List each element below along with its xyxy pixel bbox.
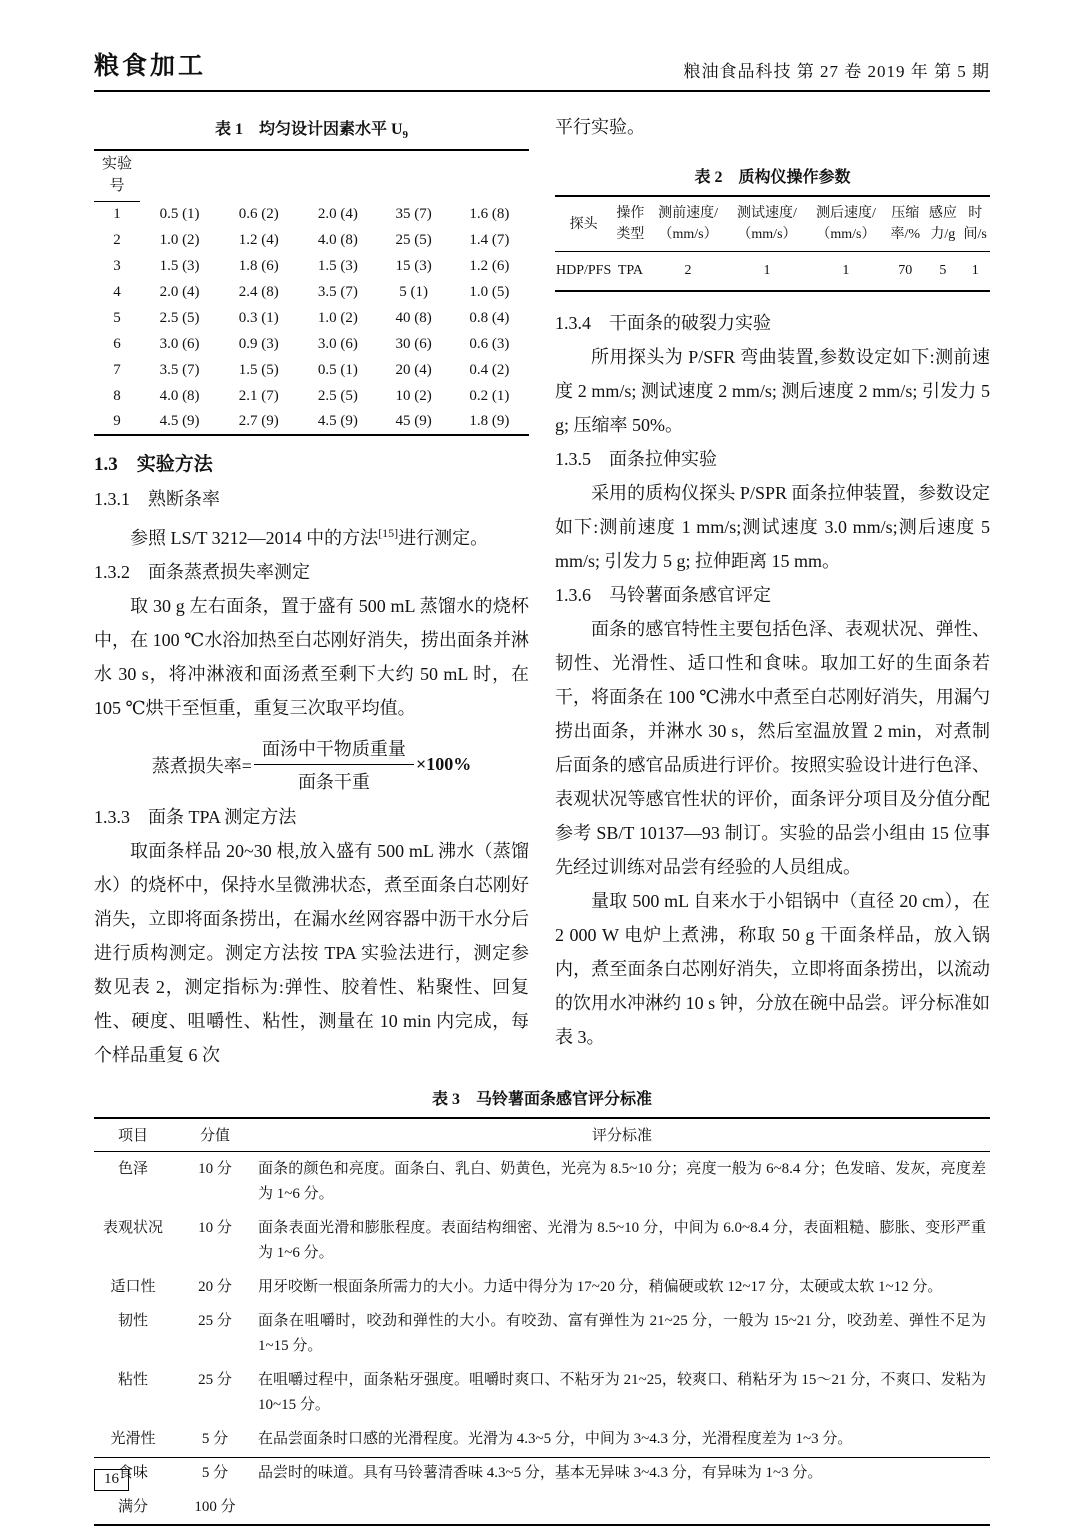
paragraph-continuation: 平行实验。: [555, 117, 645, 137]
table1-cell-x4: 20 (4): [395, 361, 432, 378]
table1-cell-x4: 10 (2): [395, 387, 432, 404]
table1-cell-x1: 0.5 (1): [159, 205, 200, 222]
table3-row: [94, 1363, 990, 1422]
table3-header-score: 分值: [172, 1118, 258, 1152]
table2-header-cell: 测试速度/（mm/s）: [728, 196, 807, 252]
table1-cell-no: 5: [113, 309, 121, 326]
table1-row: [94, 305, 529, 331]
table1-cell-no: 6: [113, 335, 121, 352]
table1-row: [94, 383, 529, 409]
table1-cell-x2: 1.2 (4): [238, 231, 279, 248]
table3-cell-desc: 用牙咬断一根面条所需力的大小。力适中得分为 17~20 分，稍偏硬或软 12~17 分，太硬或太软 1~12 分。: [258, 1279, 943, 1296]
table1-cell-no: 3: [113, 257, 121, 274]
table1-cell-x4: 35 (7): [395, 205, 432, 222]
heading-1-3-4: 1.3.4 干面条的破裂力实验: [555, 313, 771, 334]
table1-cell-x5: 1.4 (7): [469, 231, 510, 248]
heading-1-3-3: 1.3.3 面条 TPA 测定方法: [94, 807, 297, 828]
table2-data-cell: 2: [684, 263, 692, 278]
table2-data-cell: 1: [971, 263, 979, 278]
table3-cell-score: 5 分: [201, 1465, 229, 1482]
table1-cell-x5: 1.8 (9): [469, 413, 510, 430]
table1-cell-no: 7: [113, 361, 121, 378]
table2-data-cell: 1: [842, 263, 850, 278]
table3-cell-desc: 在品尝面条时口感的光滑程度。光滑为 4.3~5 分，中间为 3~4.3 分，光滑程度差为 1~3 分。: [258, 1431, 853, 1448]
table3-row: [94, 1211, 990, 1270]
footer-rule: [94, 1457, 990, 1458]
table2-data-cell: 1: [763, 263, 771, 278]
journal-info: 粮油食品科技 第 27 卷 2019 年 第 5 期: [683, 62, 990, 81]
table1-row: [94, 201, 529, 227]
table3-cell-score: 5 分: [201, 1431, 229, 1448]
table1-row: [94, 279, 529, 305]
table1-cell-x3: 0.5 (1): [317, 361, 358, 378]
table2-header-cell: 探头: [555, 196, 612, 252]
table3-cell-score: 100 分: [194, 1499, 236, 1516]
table1-cell-x2: 1.5 (5): [238, 361, 279, 378]
table1-cell-x5: 0.6 (3): [469, 335, 510, 352]
table3-cell-desc: 在咀嚼过程中，面条粘牙强度。咀嚼时爽口、不粘牙为 21~25，较爽口、稍粘牙为 15～21 分，不爽口、发粘为 10~15 分。: [258, 1372, 986, 1414]
table1-cell-no: 1: [113, 205, 121, 222]
table1-cell-x3: 3.5 (7): [317, 283, 358, 300]
table2-header-cell: 测后速度/（mm/s）: [806, 196, 885, 252]
table3-cell-item: 满分: [117, 1499, 148, 1516]
heading-1-3-5: 1.3.5 面条拉伸实验: [555, 449, 717, 470]
table3-cell-desc: 面条的颜色和亮度。面条白、乳白、奶黄色，光亮为 8.5~10 分；亮度一般为 6~8.4 分；色发暗、发灰，亮度差为 1~6 分。: [258, 1161, 986, 1203]
paragraph-1-3-2: 取 30 g 左右面条，置于盛有 500 mL 蒸馏水的烧杯中，在 100 ℃水浴加热至白芯刚好消失，捞出面条并淋水 30 s，将冲淋液和面汤煮至剩下大约 50 mL 时，在 105 ℃烘干至恒重，重复三次取平均值。: [94, 596, 529, 719]
right-column: [555, 110, 990, 1072]
table1-cell-x5: 1.0 (5): [469, 283, 510, 300]
table1-row: [94, 409, 529, 435]
table1-cell-x2: 2.7 (9): [238, 413, 279, 430]
table2-body: [555, 252, 990, 292]
table1-cell-no: 8: [113, 387, 121, 404]
table3-row: [94, 1270, 990, 1304]
formula-suffix: ×100%: [415, 754, 472, 775]
table2-data-cell: 70: [898, 263, 913, 278]
table2-texture-params: [555, 195, 990, 292]
table3-row: [94, 1422, 990, 1456]
table1-cell-no: 9: [113, 413, 121, 430]
table3-cell-score: 25 分: [198, 1313, 232, 1330]
table1-title: 表 1 均匀设计因素水平 $U_9$: [214, 121, 409, 142]
table1-row: [94, 331, 529, 357]
table3-cell-desc: 品尝时的味道。具有马铃薯清香味 4.3~5 分，基本无异味 3~4.3 分，有异味为 1~3 分。: [258, 1465, 823, 1482]
table1-cell-x4: 40 (8): [395, 309, 432, 326]
table2-header-cell: 操作类型: [612, 196, 648, 252]
table1-cell-x5: 0.8 (4): [469, 309, 510, 326]
table3-cell-score: 10 分: [198, 1161, 232, 1178]
table2-data-cell: TPA: [617, 263, 644, 278]
heading-1-3-2: 1.3.2 面条蒸煮损失率测定: [94, 562, 310, 583]
table3-header-item: 项目: [94, 1118, 172, 1152]
paragraph-1-3-1: 参照 LS/T 3212—2014 中的方法[15]进行测定。: [130, 526, 489, 549]
table1-cell-x3: 1.0 (2): [317, 309, 358, 326]
table3-cell-item: 光滑性: [110, 1431, 156, 1448]
table1-cell-x3: 3.0 (6): [317, 335, 358, 352]
table3-cell-desc: 面条表面光滑和膨胀程度。表面结构细密、光滑为 8.5~10 分，中间为 6.0~8.4 分，表面粗糙、膨胀、变形严重为 1~6 分。: [258, 1220, 986, 1262]
table1-cell-x5: 1.6 (8): [469, 205, 510, 222]
table1-cell-x1: 1.0 (2): [159, 231, 200, 248]
cooking-loss-formula: [94, 735, 529, 794]
page-footer: [0, 1457, 1084, 1535]
table1-rowhead: 实验 号: [94, 150, 140, 201]
table1-cell-x4: 45 (9): [395, 413, 432, 430]
table1-head: [94, 150, 529, 201]
table1-cell-x1: 3.0 (6): [159, 335, 200, 352]
formula-denominator: 面条干重: [297, 772, 370, 793]
table1-row: [94, 253, 529, 279]
heading-1-3: 1.3 实验方法: [94, 454, 213, 476]
paragraph-1-3-3: 取面条样品 20~30 根,放入盛有 500 mL 沸水（蒸馏水）的烧杯中，保持水呈微沸状态，煮至面条白芯刚好消失，立即将面条捞出，在漏水丝网容器中沥干水分后进行质构测定。测定方法按 TPA 实验法进行，测定参数见表 2，测定指标为:弹性、胶着性、粘聚性、回复性、硬度、咀嚼性、粘性，测量在 10 min 内完成，每个样品重复 6 次: [94, 841, 529, 1066]
table3-cell-item: 粘性: [117, 1372, 148, 1389]
table3-header-row: [94, 1118, 990, 1152]
table1-header-row-names: [94, 150, 529, 201]
table1-cell-x3: 4.0 (8): [317, 231, 358, 248]
table1-cell-no: 2: [113, 231, 121, 248]
table3-cell-item: 色泽: [117, 1161, 148, 1178]
heading-1-3-1: 1.3.1 熟断条率: [94, 489, 220, 510]
table1-cell-x1: 2.0 (4): [159, 283, 200, 300]
table3-cell-item: 适口性: [110, 1279, 156, 1296]
table1-cell-x3: 2.5 (5): [317, 387, 358, 404]
table1-cell-x2: 0.3 (1): [238, 309, 279, 326]
table1-cell-x2: 2.4 (8): [238, 283, 279, 300]
table3-row: [94, 1152, 990, 1212]
table1-cell-x1: 4.0 (8): [159, 387, 200, 404]
table2-data-cell: HDP/PFS: [556, 263, 612, 278]
table1-cell-x1: 1.5 (3): [159, 257, 200, 274]
table2-header-cell: 压缩率/%: [885, 196, 925, 252]
paragraph-1-3-4: 所用探头为 P/SFR 弯曲装置,参数设定如下:测前速度 2 mm/s; 测试速度 2 mm/s; 测后速度 2 mm/s; 引发力 5 g; 压缩率 50%。: [555, 347, 990, 436]
paragraph-1-3-6a: 面条的感官特性主要包括色泽、表观状况、弹性、韧性、光滑性、适口性和食味。取加工好的生面条若干，将面条在 100 ℃沸水中煮至白芯刚好消失，用漏勺捞出面条，并淋水 30 s，然后室温放置 2 min，对煮制后面条的感官品质进行评价。按照实验设计进行色泽、表观状况等感官性状的评价，面条评分项目及分值分配参考 SB/T 10137—93 制订。实验的品尝小组由 15 位事先经过训练对品尝有经验的人员组成。: [555, 619, 990, 878]
table2-data-cell: 5: [939, 263, 947, 278]
table1-cell-x3: 2.0 (4): [317, 205, 358, 222]
table2-header-cell: 感应力/g: [925, 196, 960, 252]
formula-numerator: 面汤中干物质重量: [254, 735, 414, 765]
table1-cell-x3: 4.5 (9): [317, 413, 358, 430]
page-number: 16: [94, 1469, 129, 1491]
table1-cell-x4: 25 (5): [395, 231, 432, 248]
table1-uniform-design: [94, 149, 529, 436]
table3-header-standard: 评分标准: [258, 1118, 990, 1152]
left-column: [94, 110, 529, 1072]
running-head: [94, 46, 990, 92]
table1-cell-x1: 4.5 (9): [159, 413, 200, 430]
table3-cell-score: 10 分: [198, 1220, 232, 1237]
table1-cell-x1: 3.5 (7): [159, 361, 200, 378]
table1-cell-x2: 2.1 (7): [238, 387, 279, 404]
table2-header-cell: 时间/s: [960, 196, 990, 252]
table2-head: [555, 196, 990, 252]
section-name: 粮食加工: [94, 52, 207, 80]
paragraph-1-3-5: 采用的质构仪探头 P/SPR 面条拉伸装置，参数设定如下:测前速度 1 mm/s;测试速度 3.0 mm/s;测后速度 5 mm/s; 引发力 5 g; 拉伸距离 15 mm。: [555, 483, 990, 572]
table1-cell-x5: 1.2 (6): [469, 257, 510, 274]
table3-cell-item: 食味: [117, 1465, 148, 1482]
citation-15: [15]: [378, 526, 399, 541]
table3-cell-item: 韧性: [117, 1313, 148, 1330]
paragraph-1-3-6b: 量取 500 mL 自来水于小铝锅中（直径 20 cm），在 2 000 W 电炉上煮沸，称取 50 g 干面条样品，放入锅内，煮至面条白芯刚好消失，立即将面条捞出，以流动的饮用水冲淋约 10 s 钟，分放在碗中品尝。评分标准如表 3。: [555, 891, 990, 1048]
table2-data-row: [555, 252, 990, 292]
table3-title: 表 3 马铃薯面条感官评分标准: [431, 1091, 652, 1109]
table1-cell-x1: 2.5 (5): [159, 309, 200, 326]
table1-row: [94, 357, 529, 383]
table1-cell-x4: 15 (3): [395, 257, 432, 274]
table3-head: [94, 1118, 990, 1152]
formula-label: 蒸煮损失率=: [151, 755, 252, 776]
table2-title: 表 2 质构仪操作参数: [694, 169, 851, 186]
table1-cell-x3: 1.5 (3): [317, 257, 358, 274]
formula-fraction: [254, 735, 414, 794]
table1-cell-x2: 1.8 (6): [238, 257, 279, 274]
heading-1-3-6: 1.3.6 马铃薯面条感官评定: [555, 585, 771, 606]
table1-cell-x4: 5 (1): [399, 283, 428, 300]
table2-header-cell: 测前速度/（mm/s）: [649, 196, 728, 252]
table2-header-row: [555, 196, 990, 252]
table1-row: [94, 227, 529, 253]
two-column-body: [94, 110, 990, 1072]
table1-cell-x5: 0.4 (2): [469, 361, 510, 378]
table3-cell-desc: 面条在咀嚼时，咬劲和弹性的大小。有咬劲、富有弹性为 21~25 分，一般为 15~21 分，咬劲差、弹性不足为 1~15 分。: [258, 1313, 986, 1355]
table1-body: [94, 201, 529, 435]
table1-cell-no: 4: [113, 283, 121, 300]
table1-cell-x5: 0.2 (1): [469, 387, 510, 404]
table1-cell-x4: 30 (6): [395, 335, 432, 352]
table3-cell-score: 20 分: [198, 1279, 232, 1296]
table3-cell-score: 25 分: [198, 1372, 232, 1389]
table3-cell-item: 表观状况: [102, 1220, 163, 1237]
table1-cell-x2: 0.9 (3): [238, 335, 279, 352]
table3-row: [94, 1304, 990, 1363]
table1-cell-x2: 0.6 (2): [238, 205, 279, 222]
